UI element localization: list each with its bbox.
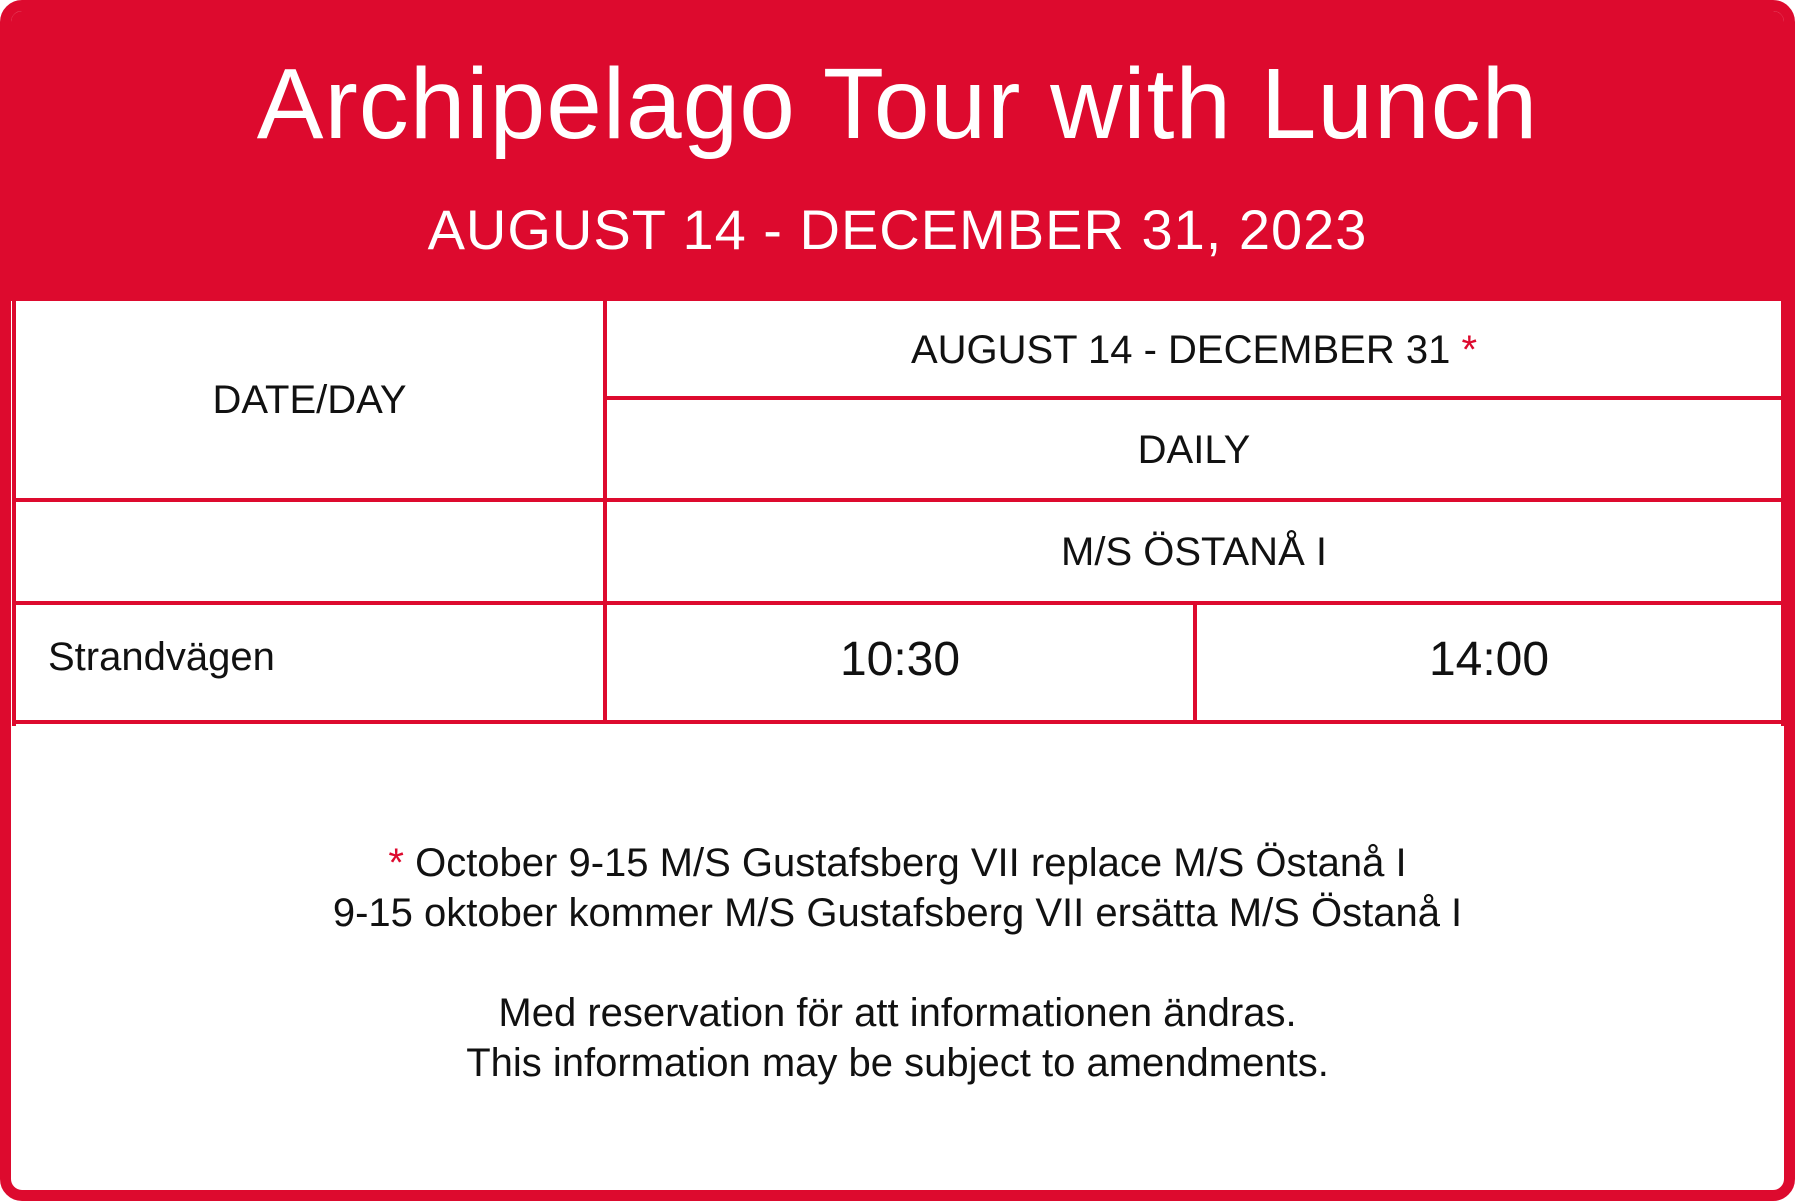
period-text: AUGUST 14 - DECEMBER 31 [910,328,1451,372]
table-line-bottom [14,720,1785,724]
table-border-right [1781,290,1785,726]
disclaimer-en: This information may be subject to amendments. [466,1041,1329,1085]
header-banner [11,11,1784,301]
table-line-vessel [14,601,1785,605]
note-text-en: October 9-15 M/S Gustafsberg VII replace M/S Östanå I [415,841,1407,885]
header-label-date-day: DATE/DAY [212,378,407,422]
page-title: Archipelago Tour with Lunch [256,48,1539,160]
period-asterisk: * [1461,328,1478,372]
vessel-cell: M/S ÖSTANÅ I [1061,530,1327,574]
departure-time-1: 10:30 [839,633,961,686]
note-line-1 [0,838,1795,888]
departure-time-2: 14:00 [1428,633,1550,686]
note-line-2: 9-15 oktober kommer M/S Gustafsberg VII ersätta M/S Östanå I [332,891,1463,935]
table-border-left [12,290,16,726]
note-asterisk: * [388,841,404,885]
disclaimer-sv: Med reservation för att informationen ändras. [498,991,1297,1035]
period-cell [607,326,1781,374]
table-line-days [14,498,1785,502]
days-cell: DAILY [1137,428,1251,472]
page-subtitle: AUGUST 14 - DECEMBER 31, 2023 [427,198,1368,261]
stop-label: Strandvägen [48,635,275,679]
table-line-period [605,396,1785,400]
